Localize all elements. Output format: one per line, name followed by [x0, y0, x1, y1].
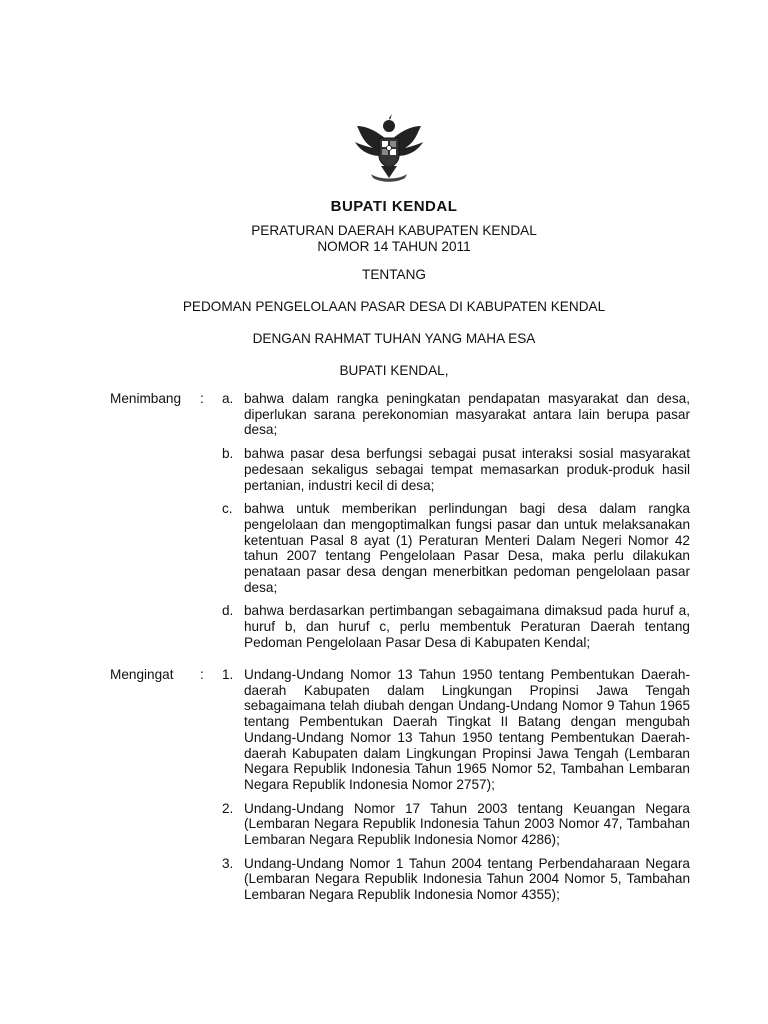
item-text: bahwa dalam rangka peningkatan pendapatan masyarakat dan desa, diperlukan sarana perekonomian masyarakat antara lain berupa pasar desa;	[244, 391, 690, 438]
mengingat-section	[110, 667, 690, 911]
item-text: Undang-Undang Nomor 17 Tahun 2003 tentang Keuangan Negara (Lembaran Negara Republik Indonesia Tahun 2003 Nomor 47, Tambahan Lembaran Negara Republik Indonesia Nomor 4286);	[244, 800, 690, 848]
item-marker: d.	[222, 603, 234, 619]
section-label: Mengingat	[110, 667, 174, 682]
item-text: Undang-Undang Nomor 13 Tahun 1950 tentang Pembentukan Daerah-daerah Kabupaten dalam Lingkungan Propinsi Jawa Tengah sebagaimana telah diubah dengan Undang-Undang Nomor 9 Tahun 1965 tentang Pembentukan Daerah Tingkat II Batang dengan mengubah Undang-Undang Nomor 13 Tahun 1950 tentang Pembentukan Daerah-daerah Kabupaten dalam Lingkungan Propinsi Jawa Tengah (Lembaran Negara Republik Indonesia Tahun 1965 Nomor 52, Tambahan Lembaran Negara Republik Indonesia Nomor 2757);	[244, 667, 690, 792]
item-text: bahwa untuk memberikan perlindungan bagi desa dalam rangka pengelolaan dan mengoptimalkan fungsi pasar dan untuk melaksanakan ketentuan Pasal 8 ayat (1) Peraturan Menteri Dalam Negeri Nomor 42 tahun 2007 tentang Pengelolaan Pasar Desa, maka perlu dilakukan penataan pasar desa dengan menerbitkan pedoman pengelolaan pasar desa;	[244, 501, 690, 595]
issuer-title: BUPATI KENDAL	[330, 198, 458, 215]
section-colon: :	[200, 667, 204, 682]
item-text: bahwa pasar desa berfungsi sebagai pusat interaksi sosial masyarakat pedesaan sekaligus sebagai tempat memasarkan produk-produk hasil pertanian, industri kecil di desa;	[244, 446, 690, 493]
item-text: Undang-Undang Nomor 1 Tahun 2004 tentang Perbendaharaan Negara (Lembaran Negara Republik Indonesia Tahun 2004 Nomor 5, Tambahan Lembaran Negara Republik Indonesia Nomor 4355);	[244, 855, 690, 903]
about-heading: TENTANG	[362, 267, 426, 282]
list-item	[222, 501, 690, 595]
garuda-emblem-icon	[349, 112, 429, 184]
issuer-line: BUPATI KENDAL,	[339, 363, 449, 378]
item-text: bahwa berdasarkan pertimbangan sebagaimana dimaksud pada huruf a, huruf b, dan huruf c, perlu membentuk Peraturan Daerah tentang Pedoman Pengelolaan Pasar Desa di Kabupaten Kendal;	[244, 603, 690, 650]
item-marker: b.	[222, 446, 234, 462]
item-marker: a.	[222, 391, 234, 406]
item-marker: 2.	[222, 800, 234, 816]
blessing-line: DENGAN RAHMAT TUHAN YANG MAHA ESA	[252, 331, 536, 346]
list-item	[222, 667, 690, 793]
item-marker: 3.	[222, 855, 234, 871]
section-label: Menimbang	[110, 391, 182, 406]
list-item	[222, 391, 690, 438]
list-item	[222, 603, 690, 650]
item-marker: 1.	[222, 667, 234, 682]
list-item	[222, 801, 690, 848]
list-item	[222, 856, 690, 903]
regulation-subject: PEDOMAN PENGELOLAAN PASAR DESA DI KABUPATEN KENDAL	[182, 299, 606, 314]
item-marker: c.	[222, 501, 233, 517]
menimbang-section	[110, 391, 690, 659]
section-colon: :	[200, 391, 204, 406]
list-item	[222, 446, 690, 493]
regulation-title-line1: PERATURAN DAERAH KABUPATEN KENDAL	[251, 223, 537, 238]
regulation-title-line2: NOMOR 14 TAHUN 2011	[317, 239, 471, 254]
